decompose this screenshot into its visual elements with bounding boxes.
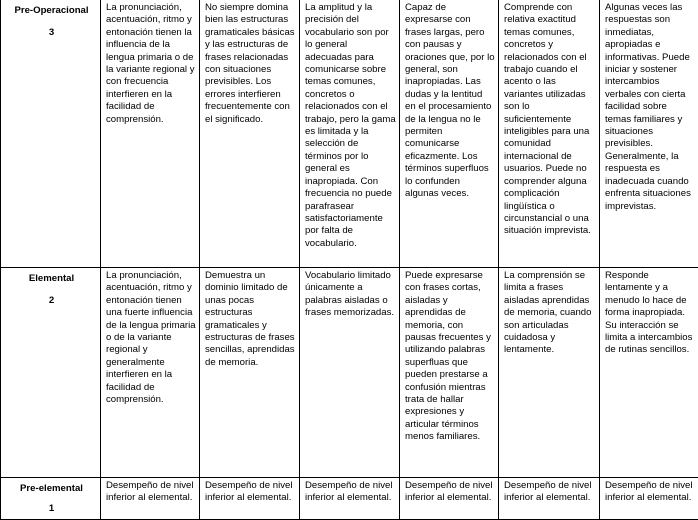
- table-row-pre-operacional: [1, 0, 698, 268]
- level-name: Elemental: [6, 270, 97, 285]
- vocabulary-cell: La amplitud y la precisión del vocabulario son por lo general adecuadas para comunicarse sobre temas comunes, concretos o relacionados con el trabajo, pero la gama es limitada y la selección de términos por lo general es inapropiada. Con frecuencia no puede parafrasear satisfactoriamente por falta de vocabulario.: [300, 0, 400, 268]
- pronunciation-cell: Desempeño de nivel inferior al elemental.: [101, 478, 200, 520]
- pronunciation-cell: La pronunciación, acentuación, ritmo y entonación tienen la influencia de la lengua primaria o de la variante regional y con frecuencia interfieren en la facilidad de comprensión.: [101, 0, 200, 268]
- comprehension-cell: Comprende con relativa exactitud temas comunes, concretos y relacionados con el trabajo cuando el acento o las variantes utilizadas son lo suficientemente inteligibles para una comunidad internacional de usuarios. Puede no comprender alguna complicación lingüística o circunstancial o una situación imprevista.: [499, 0, 600, 268]
- level-name: Pre-Operacional: [6, 2, 97, 17]
- level-number: 2: [6, 295, 97, 307]
- comprehension-cell: La comprensión se limita a frases aisladas aprendidas de memoria, cuando son articuladas cuidadosa y lentamente.: [499, 268, 600, 478]
- pronunciation-cell: La pronunciación, acentuación, ritmo y entonación tienen una fuerte influencia de la lengua primaria o de la variante regional y generalmente interfieren en la facilidad de comprensión.: [101, 268, 200, 478]
- fluency-cell: Puede expresarse con frases cortas, aisladas y aprendidas de memoria, con pausas frecuentes y utilizando palabras superfluas que pueden prestarse a confusión mientras trata de hallar expresiones y articular términos menos familiares.: [400, 268, 499, 478]
- level-cell: [1, 0, 101, 268]
- level-cell: [1, 268, 101, 478]
- level-number: 3: [6, 27, 97, 39]
- structure-cell: Demuestra un dominio limitado de unas pocas estructuras gramaticales y estructuras de frases sencillas, aprendidas de memoria.: [200, 268, 300, 478]
- table-row-elemental: [1, 268, 698, 478]
- structure-cell: Desempeño de nivel inferior al elemental.: [200, 478, 300, 520]
- interaction-cell: Desempeño de nivel inferior al elemental.: [600, 478, 698, 520]
- table-row-pre-elemental: [1, 478, 698, 520]
- structure-cell: No siempre domina bien las estructuras gramaticales básicas y las estructuras de frases relacionadas con situaciones previsibles. Los errores interfieren frecuentemente con el significado.: [200, 0, 300, 268]
- vocabulary-cell: Vocabulario limitado únicamente a palabras aisladas o frases memorizadas.: [300, 268, 400, 478]
- fluency-cell: Desempeño de nivel inferior al elemental.: [400, 478, 499, 520]
- interaction-cell: Algunas veces las respuestas son inmediatas, apropiadas e informativas. Puede iniciar y sostener intercambios verbales con cierta facilidad sobre temas familiares y situaciones previsibles. Generalmente, la respuesta es inadecuada cuando enfrenta situaciones imprevistas.: [600, 0, 698, 268]
- fluency-cell: Capaz de expresarse con frases largas, pero con pausas y oraciones que, por lo general, son inapropiadas. Las dudas y la lentitud en el procesamiento de la lengua no le permiten comunicarse eficazmente. Los términos superfluos lo confunden algunas veces.: [400, 0, 499, 268]
- level-cell: [1, 478, 101, 520]
- comprehension-cell: Desempeño de nivel inferior al elemental.: [499, 478, 600, 520]
- level-name: Pre-elemental: [6, 480, 97, 495]
- vocabulary-cell: Desempeño de nivel inferior al elemental.: [300, 478, 400, 520]
- level-number: 1: [6, 503, 97, 515]
- interaction-cell: Responde lentamente y a menudo lo hace de forma inapropiada. Su interacción se limita a intercambios de rutinas sencillos.: [600, 268, 698, 478]
